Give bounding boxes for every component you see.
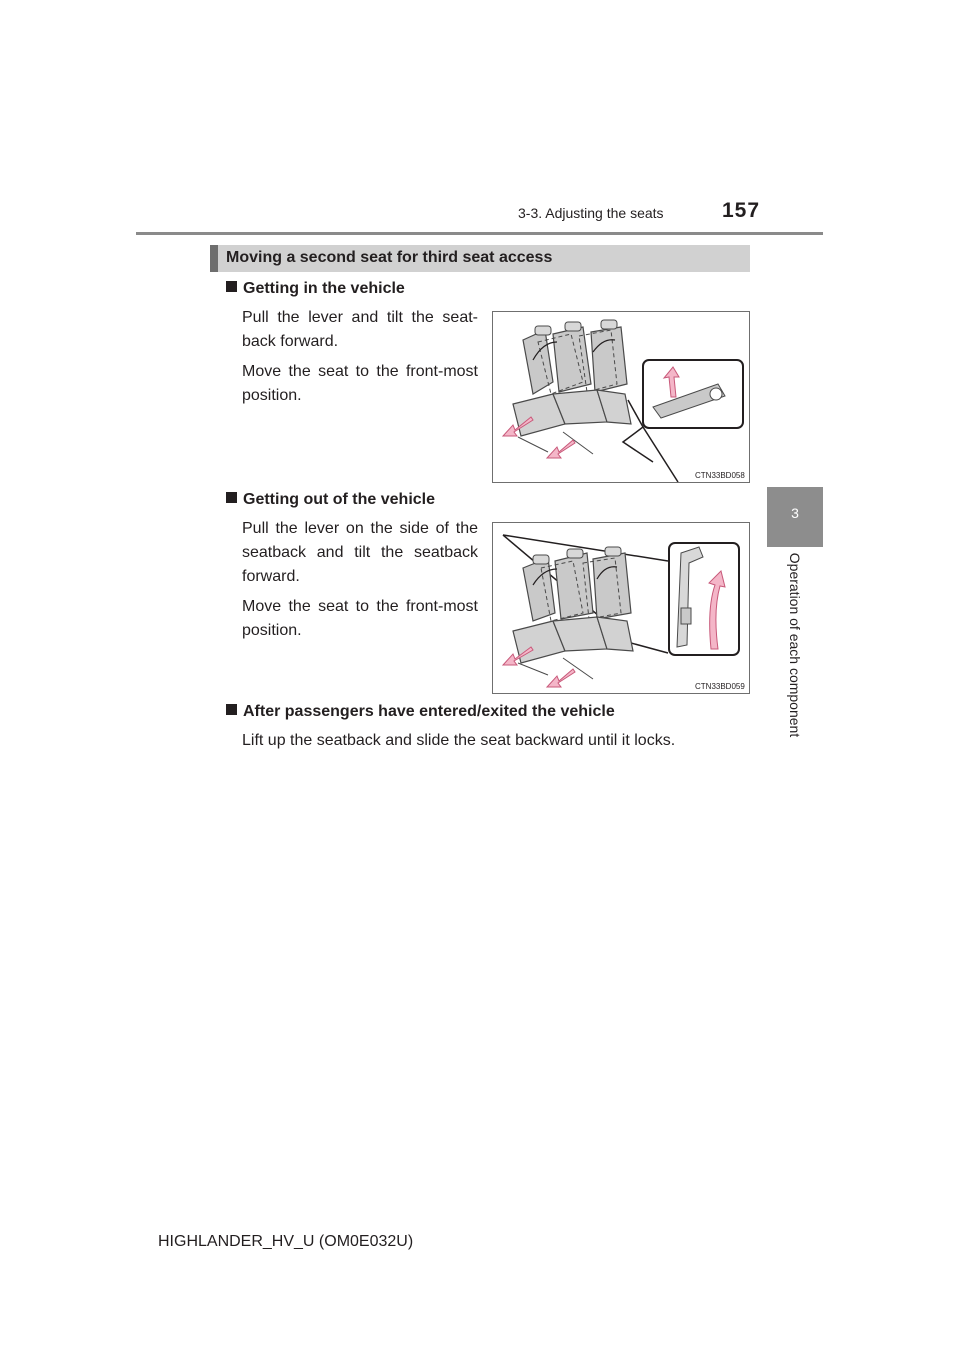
footer-model-code: HIGHLANDER_HV_U (OM0E032U) <box>158 1233 414 1250</box>
paragraph: Move the seat to the front-most position. <box>242 363 478 404</box>
square-bullet-icon <box>226 281 237 292</box>
chapter-tab-label: Operation of each component <box>787 552 803 738</box>
section-heading: Moving a second seat for third seat access <box>226 249 553 266</box>
seat-illustration-getting-in <box>493 312 749 482</box>
subhead-getting-out-text: Getting out of the vehicle <box>243 491 436 508</box>
chapter-tab-number: 3 <box>791 505 799 521</box>
seat-illustration-getting-out <box>493 523 749 693</box>
paragraph: Lift up the seatback and slide the seat backward until it locks. <box>242 732 676 749</box>
section-heading-bar <box>210 245 750 272</box>
page-number: 157 <box>722 199 761 222</box>
paragraph: Pull the lever and tilt the seat-back forward. <box>242 309 478 350</box>
subhead-after-passengers-text: After passengers have entered/exited the vehicle <box>243 703 615 720</box>
paragraph: Move the seat to the front-most position. <box>242 598 478 639</box>
figure-getting-in <box>492 311 750 483</box>
figure-getting-out <box>492 522 750 694</box>
subhead-getting-in-text: Getting in the vehicle <box>243 280 405 297</box>
square-bullet-icon <box>226 492 237 503</box>
figure-code-1: CTN33BD058 <box>695 471 745 480</box>
header-rule <box>136 232 823 235</box>
paragraph: Pull the lever on the side of the seatback and tilt the seatback forward. <box>242 520 478 585</box>
square-bullet-icon <box>226 704 237 715</box>
subhead-getting-in <box>226 280 405 298</box>
figure-code-2: CTN33BD059 <box>695 682 745 691</box>
subhead-getting-out <box>226 491 435 509</box>
running-header-section: 3-3. Adjusting the seats <box>518 205 664 221</box>
subhead-after-passengers <box>226 703 615 721</box>
